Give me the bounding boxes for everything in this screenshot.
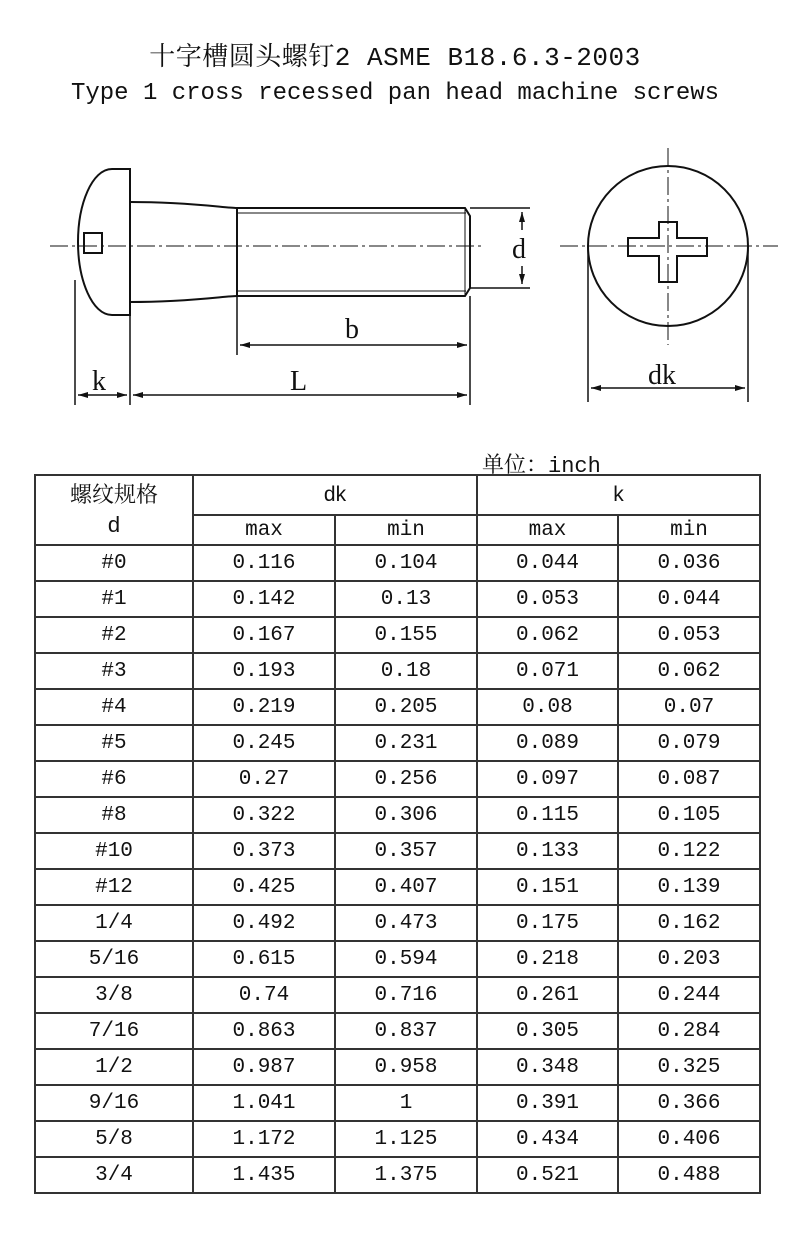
cell-k-min: 0.325: [618, 1049, 760, 1085]
cell-size: #8: [35, 797, 193, 833]
cell-size: #2: [35, 617, 193, 653]
cell-k-max: 0.089: [477, 725, 618, 761]
cell-size: 1/2: [35, 1049, 193, 1085]
cell-k-max: 0.08: [477, 689, 618, 725]
cell-k-min: 0.244: [618, 977, 760, 1013]
cell-size: 7/16: [35, 1013, 193, 1049]
dimension-table: [34, 474, 761, 1194]
table-row: [35, 653, 760, 689]
cell-k-max: 0.044: [477, 545, 618, 581]
cell-size: #6: [35, 761, 193, 797]
cell-k-min: 0.488: [618, 1157, 760, 1193]
table-row: [35, 1013, 760, 1049]
cell-dk-max: 1.041: [193, 1085, 335, 1121]
subheader-dk-min: min: [335, 515, 477, 545]
cell-dk-min: 0.837: [335, 1013, 477, 1049]
cell-k-max: 0.133: [477, 833, 618, 869]
cell-k-min: 0.162: [618, 905, 760, 941]
cell-k-max: 0.071: [477, 653, 618, 689]
table-row: [35, 869, 760, 905]
table-row: [35, 797, 760, 833]
cell-k-min: 0.087: [618, 761, 760, 797]
table-row: [35, 833, 760, 869]
cell-dk-max: 0.492: [193, 905, 335, 941]
cell-dk-min: 0.716: [335, 977, 477, 1013]
cell-dk-min: 0.104: [335, 545, 477, 581]
cell-dk-max: 0.167: [193, 617, 335, 653]
cell-dk-min: 0.231: [335, 725, 477, 761]
cell-k-max: 0.151: [477, 869, 618, 905]
cell-dk-min: 0.958: [335, 1049, 477, 1085]
cell-dk-max: 0.219: [193, 689, 335, 725]
cell-size: #12: [35, 869, 193, 905]
title-english: Type 1 cross recessed pan head machine screws: [70, 80, 720, 107]
dimension-l-k: [75, 280, 470, 405]
cell-size: #0: [35, 545, 193, 581]
table-row: [35, 1157, 760, 1193]
cell-k-min: 0.284: [618, 1013, 760, 1049]
cell-size: #1: [35, 581, 193, 617]
cell-size: 5/8: [35, 1121, 193, 1157]
cell-k-min: 0.122: [618, 833, 760, 869]
cell-size: #4: [35, 689, 193, 725]
table-row: [35, 1121, 760, 1157]
cell-k-min: 0.366: [618, 1085, 760, 1121]
cell-k-max: 0.305: [477, 1013, 618, 1049]
cell-k-min: 0.105: [618, 797, 760, 833]
table-row: [35, 977, 760, 1013]
subheader-dk-max: max: [193, 515, 335, 545]
cell-k-min: 0.044: [618, 581, 760, 617]
cell-dk-min: 0.256: [335, 761, 477, 797]
cell-dk-min: 0.205: [335, 689, 477, 725]
group-header-k: k: [477, 475, 760, 515]
cell-k-max: 0.115: [477, 797, 618, 833]
subheader-k-min: min: [618, 515, 760, 545]
unit-label: 单位：inch: [482, 454, 601, 479]
cell-k-max: 0.521: [477, 1157, 618, 1193]
cell-k-max: 0.053: [477, 581, 618, 617]
table-row: [35, 617, 760, 653]
cell-dk-max: 0.425: [193, 869, 335, 905]
cell-k-min: 0.079: [618, 725, 760, 761]
subheader-k-max: max: [477, 515, 618, 545]
table-row: [35, 1085, 760, 1121]
screw-drawing: [0, 140, 790, 440]
cell-dk-max: 0.863: [193, 1013, 335, 1049]
cell-dk-min: 0.155: [335, 617, 477, 653]
cell-dk-min: 0.306: [335, 797, 477, 833]
spec-header-label: 螺纹规格: [69, 482, 158, 507]
cell-dk-min: 0.13: [335, 581, 477, 617]
cell-size: 5/16: [35, 941, 193, 977]
cell-size: 9/16: [35, 1085, 193, 1121]
cell-dk-max: 0.245: [193, 725, 335, 761]
cell-dk-min: 0.357: [335, 833, 477, 869]
cell-k-max: 0.434: [477, 1121, 618, 1157]
cell-dk-min: 1.125: [335, 1121, 477, 1157]
table-row: [35, 941, 760, 977]
label-dk: dk: [648, 360, 676, 391]
cell-size: #5: [35, 725, 193, 761]
table-row: [35, 581, 760, 617]
cell-k-min: 0.053: [618, 617, 760, 653]
label-d: d: [512, 234, 526, 265]
group-header-dk: dk: [193, 475, 477, 515]
cell-dk-min: 0.407: [335, 869, 477, 905]
cell-k-max: 0.062: [477, 617, 618, 653]
cell-k-min: 0.062: [618, 653, 760, 689]
cell-dk-min: 1.375: [335, 1157, 477, 1193]
cell-size: 3/8: [35, 977, 193, 1013]
table-row: [35, 545, 760, 581]
table-row: [35, 725, 760, 761]
table-row: [35, 905, 760, 941]
head-slot: [84, 233, 102, 253]
cell-k-min: 0.036: [618, 545, 760, 581]
screw-shank-outline: [130, 202, 470, 302]
cell-k-max: 0.391: [477, 1085, 618, 1121]
cell-k-max: 0.097: [477, 761, 618, 797]
cell-size: 1/4: [35, 905, 193, 941]
cell-dk-max: 1.435: [193, 1157, 335, 1193]
cell-dk-max: 0.74: [193, 977, 335, 1013]
table-header-row: [35, 475, 760, 515]
cell-k-max: 0.348: [477, 1049, 618, 1085]
label-b: b: [345, 314, 359, 345]
cell-dk-min: 1: [335, 1085, 477, 1121]
cell-k-max: 0.261: [477, 977, 618, 1013]
table-row: [35, 1049, 760, 1085]
table-row: [35, 689, 760, 725]
side-view: [78, 169, 470, 315]
cell-k-min: 0.203: [618, 941, 760, 977]
cell-k-min: 0.139: [618, 869, 760, 905]
title-chinese: 十字槽圆头螺钉2 ASME B18.6.3-2003: [149, 43, 641, 73]
cell-k-max: 0.218: [477, 941, 618, 977]
screw-head-outline: [78, 169, 130, 315]
cell-dk-max: 0.116: [193, 545, 335, 581]
cell-dk-max: 0.615: [193, 941, 335, 977]
table-row: [35, 761, 760, 797]
cell-dk-max: 0.373: [193, 833, 335, 869]
cell-size: #10: [35, 833, 193, 869]
cell-k-min: 0.07: [618, 689, 760, 725]
cell-dk-max: 0.27: [193, 761, 335, 797]
cell-dk-max: 1.172: [193, 1121, 335, 1157]
cell-dk-min: 0.473: [335, 905, 477, 941]
label-l: L: [290, 366, 308, 397]
cell-dk-max: 0.193: [193, 653, 335, 689]
cell-k-max: 0.175: [477, 905, 618, 941]
cell-dk-max: 0.142: [193, 581, 335, 617]
cell-dk-min: 0.18: [335, 653, 477, 689]
cell-size: 3/4: [35, 1157, 193, 1193]
cell-dk-max: 0.322: [193, 797, 335, 833]
spec-header-symbol: d: [107, 512, 121, 537]
spec-header-cell: [35, 475, 193, 545]
cell-k-min: 0.406: [618, 1121, 760, 1157]
label-k: k: [92, 366, 106, 397]
cell-dk-max: 0.987: [193, 1049, 335, 1085]
cell-size: #3: [35, 653, 193, 689]
cell-dk-min: 0.594: [335, 941, 477, 977]
